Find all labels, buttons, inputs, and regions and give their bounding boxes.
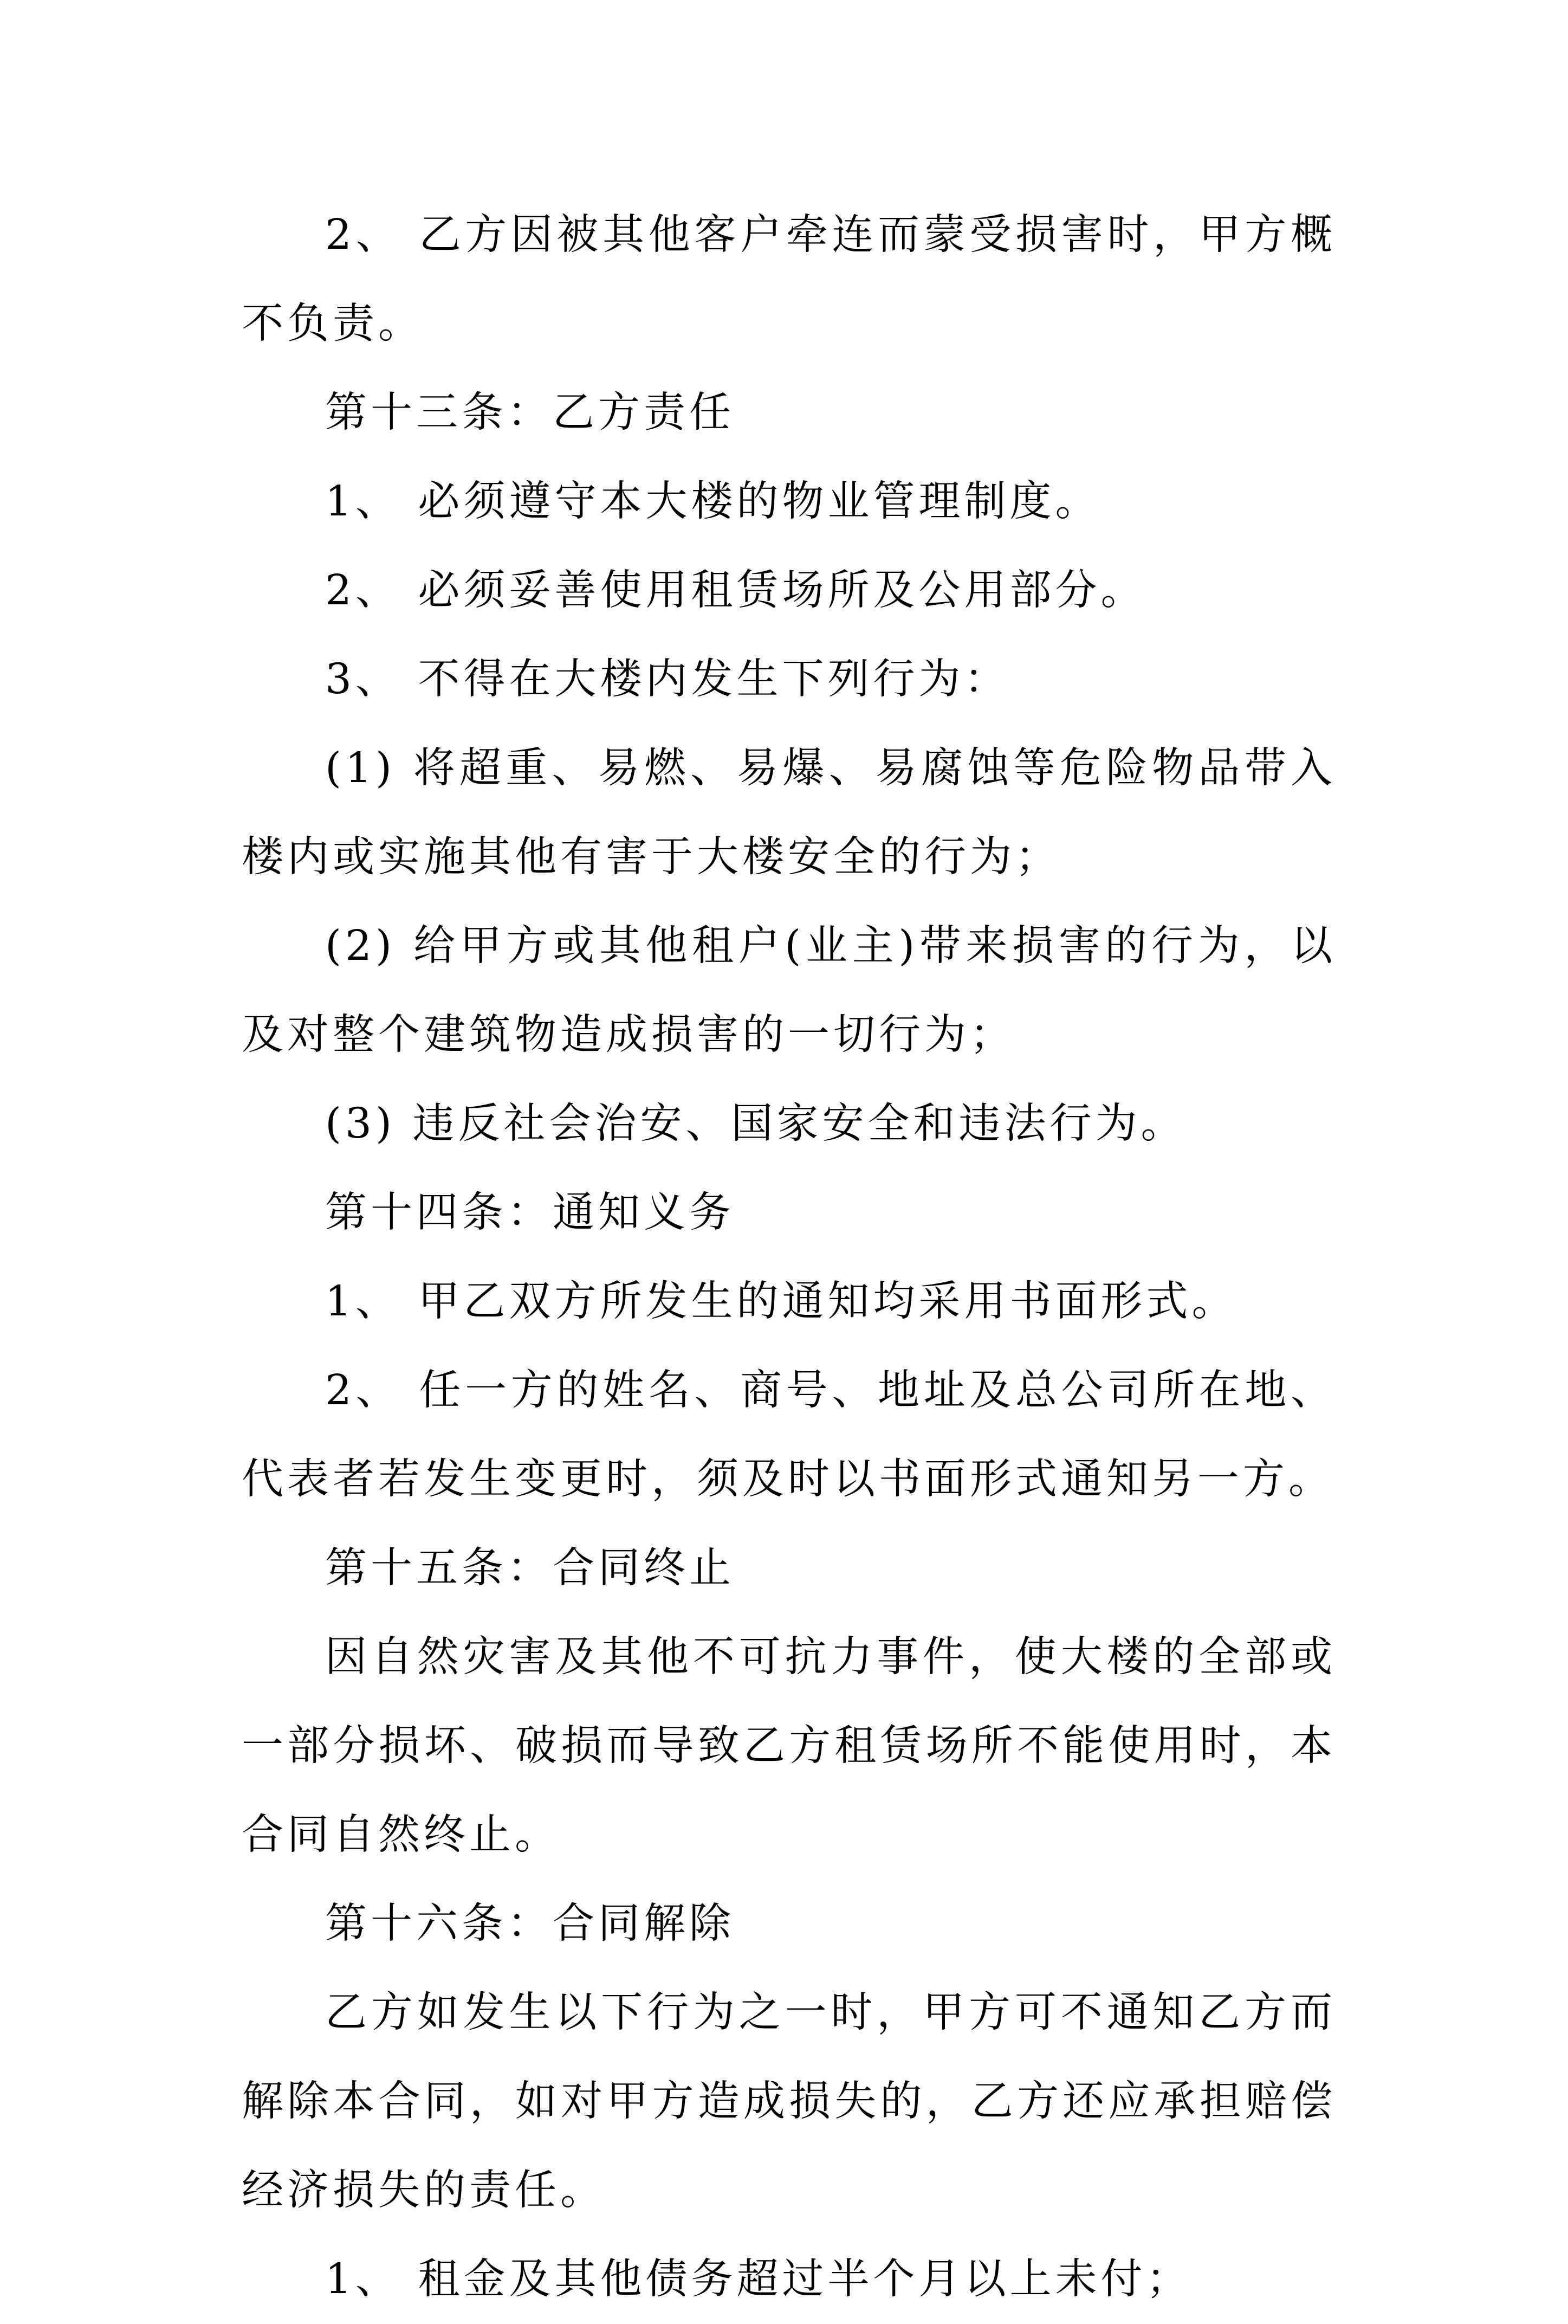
sub-item-13-3-3: (3) 违反社会治安、国家安全和违法行为。 [325, 1100, 1187, 1148]
article-15-body: 因自然灾害及其他不可抗力事件，使大楼的全部或一部分损坏、破损而导致乙方租赁场所不能使用时，本合同自然终止。 [242, 1633, 1336, 1859]
clause-item-14-2: 2、 任一方的姓名、商号、地址及总公司所在地、代表者若发生变更时，须及时以书面形式通知另一方。 [242, 1366, 1336, 1503]
article-15-heading: 第十五条：合同终止 [325, 1544, 735, 1592]
article-16-heading: 第十六条：合同解除 [325, 1900, 735, 1948]
clause-item-13-2: 2、 必须妥善使用租赁场所及公用部分。 [325, 566, 1146, 615]
clause-item-14-1: 1、 甲乙双方所发生的通知均采用书面形式。 [325, 1277, 1237, 1326]
clause-item-13-3: 3、 不得在大楼内发生下列行为： [325, 655, 1010, 703]
document-body [242, 191, 1336, 2324]
clause-item-12-2: 2、 乙方因被其他客户牵连而蒙受损害时，甲方概不负责。 [242, 211, 1336, 348]
sub-item-13-3-2: (2) 给甲方或其他租户(业主)带来损害的行为，以及对整个建筑物造成损害的一切行为； [242, 922, 1336, 1059]
article-14-heading: 第十四条：通知义务 [325, 1189, 735, 1237]
clause-item-13-1: 1、 必须遵守本大楼的物业管理制度。 [325, 477, 1101, 526]
article-13-heading: 第十三条：乙方责任 [325, 389, 735, 437]
sub-item-13-3-1: (1) 将超重、易燃、易爆、易腐蚀等危险物品带入楼内或实施其他有害于大楼安全的行为； [242, 744, 1336, 881]
clause-item-16-1: 1、 租金及其他债务超过半个月以上未付； [325, 2255, 1192, 2303]
article-16-body: 乙方如发生以下行为之一时，甲方可不通知乙方而解除本合同，如对甲方造成损失的，乙方还应承担赔偿经济损失的责任。 [242, 1989, 1336, 2215]
